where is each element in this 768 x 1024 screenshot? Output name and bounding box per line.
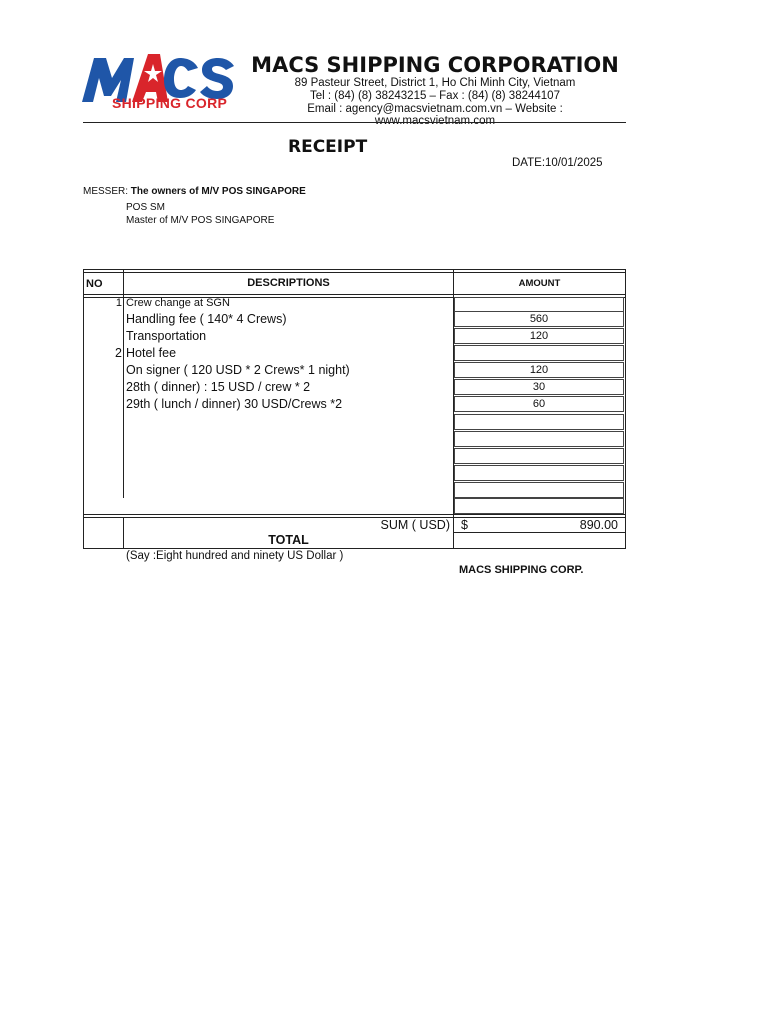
no-col-divider-body — [123, 298, 124, 498]
amount-cell — [454, 345, 624, 361]
logo-subtitle: SHIPPING CORP — [112, 95, 228, 111]
currency-symbol: $ — [461, 518, 468, 532]
row-amount: 60 — [532, 398, 546, 410]
table-top-border-2 — [83, 272, 626, 273]
row-no: 1 — [115, 297, 122, 309]
amount-in-words: (Say :Eight hundred and ninety US Dollar ) — [126, 550, 344, 562]
row-amount: 120 — [529, 364, 549, 376]
row-description: Hotel fee — [126, 346, 177, 360]
row-description: Transportation — [126, 329, 207, 343]
company-phone: Tel : (84) (8) 38243215 – Fax : (84) (8) 38244107 — [310, 90, 560, 102]
row-description: Handling fee ( 140* 4 Crews) — [126, 312, 287, 326]
total-label: TOTAL — [268, 533, 309, 547]
amount-cell — [454, 414, 624, 430]
sum-value: 890.00 — [579, 518, 618, 532]
recipient-line-2: Master of M/V POS SINGAPORE — [126, 215, 275, 226]
row-amount: 560 — [529, 313, 549, 325]
amount-cell — [454, 448, 624, 464]
messer-label: MESSER: — [83, 186, 129, 197]
table-left-border — [83, 269, 84, 549]
table-top-border — [83, 269, 626, 270]
company-contact: Email : agency@macsvietnam.com.vn – Website : www.macsvietnam.com — [307, 103, 563, 127]
row-amount: 120 — [529, 330, 549, 342]
sum-row-divider — [453, 532, 626, 533]
messer-value: The owners of M/V POS SINGAPORE — [130, 186, 306, 197]
header-divider — [83, 122, 626, 123]
signature-company: MACS SHIPPING CORP. — [459, 564, 584, 576]
recipient-line-1: POS SM — [126, 202, 165, 213]
header-no: NO — [86, 278, 103, 290]
row-amount: 30 — [532, 381, 546, 393]
amount-cell — [454, 465, 624, 481]
amount-cell — [454, 482, 624, 498]
company-address: 89 Pasteur Street, District 1, Ho Chi Minh City, Vietnam — [294, 77, 576, 89]
amount-cell — [454, 498, 624, 514]
header-descriptions: DESCRIPTIONS — [247, 277, 330, 289]
sum-label: SUM ( USD) — [380, 518, 450, 532]
body-bottom-border — [83, 514, 626, 515]
table-bottom-border — [83, 548, 626, 549]
row-no: 2 — [115, 346, 122, 360]
amount-cell — [454, 431, 624, 447]
table-right-border — [625, 269, 626, 549]
company-name: MACS SHIPPING CORPORATION — [251, 53, 619, 77]
header-amount: AMOUNT — [518, 278, 561, 289]
amount-cell — [454, 297, 624, 312]
logo-c-shape — [164, 58, 198, 98]
receipt-title: RECEIPT — [288, 137, 368, 157]
row-description: Crew change at SGN — [126, 297, 230, 309]
row-description: 28th ( dinner) : 15 USD / crew * 2 — [126, 380, 311, 394]
row-description: 29th ( lunch / dinner) 30 USD/Crews *2 — [126, 397, 343, 411]
receipt-date: DATE:10/01/2025 — [512, 157, 603, 169]
header-bottom-border — [83, 294, 626, 295]
messer-line — [83, 186, 306, 197]
row-description: On signer ( 120 USD * 2 Crews* 1 night) — [126, 363, 350, 377]
logo-s-shape — [200, 58, 234, 99]
